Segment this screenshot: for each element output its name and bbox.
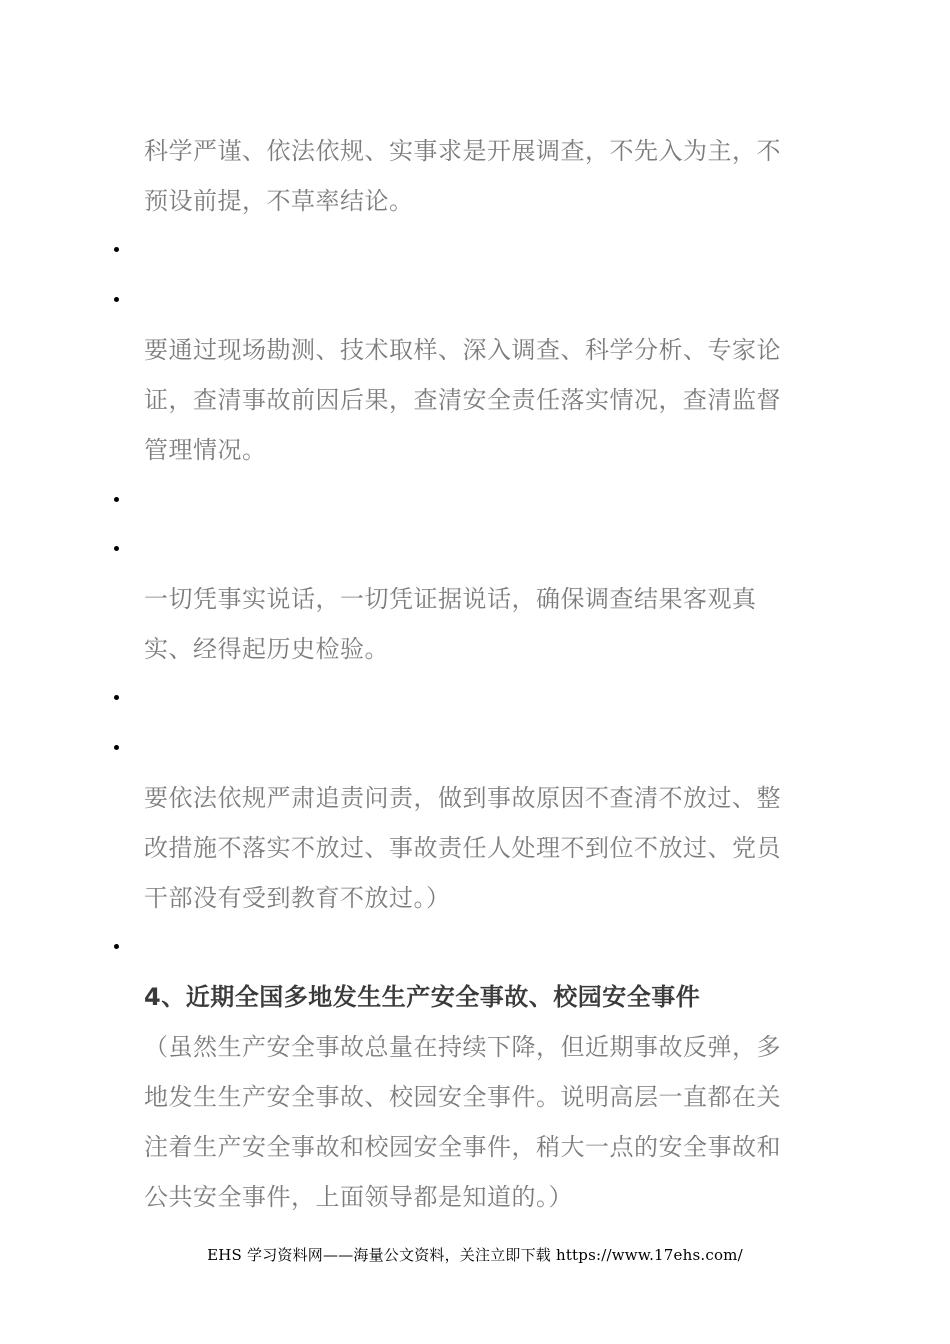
paragraph-investigation-methods: 要通过现场勘测、技术取样、深入调查、科学分析、专家论证，查清事故前因后果，查清安全责任落实情况，查清监督管理情况。	[144, 336, 781, 464]
bullet-point	[114, 497, 122, 505]
paragraph-investigation-principles: 科学严谨、依法依规、实事求是开展调查，不先入为主，不预设前提，不草率结论。	[144, 137, 781, 215]
bullet-point	[114, 944, 122, 952]
paragraph-accountability: 要依法依规严肃追责问责，做到事故原因不查清不放过、整改措施不落实不放过、事故责任人处理不到位不放过、党员干部没有受到教育不放过。）	[144, 784, 781, 912]
bullet-point	[114, 297, 122, 305]
page-footer: EHS 学习资料网——海量公文资料，关注立即下载 https://www.17ehs.com/	[207, 1246, 743, 1264]
bullet-point	[114, 695, 122, 703]
bullet-point	[114, 546, 122, 554]
bullet-point	[114, 247, 122, 255]
section-heading-4: 4、近期全国多地发生生产安全事故、校园安全事件	[144, 983, 701, 1011]
paragraph-recent-accidents: （虽然生产安全事故总量在持续下降，但近期事故反弹，多地发生生产安全事故、校园安全事件。说明高层一直都在关注着生产安全事故和校园安全事件，稍大一点的安全事故和公共安全事件，上面领导都是知道的。）	[144, 1033, 781, 1211]
paragraph-facts-evidence: 一切凭事实说话，一切凭证据说话，确保调查结果客观真实、经得起历史检验。	[144, 585, 757, 663]
bullet-point	[114, 745, 122, 753]
